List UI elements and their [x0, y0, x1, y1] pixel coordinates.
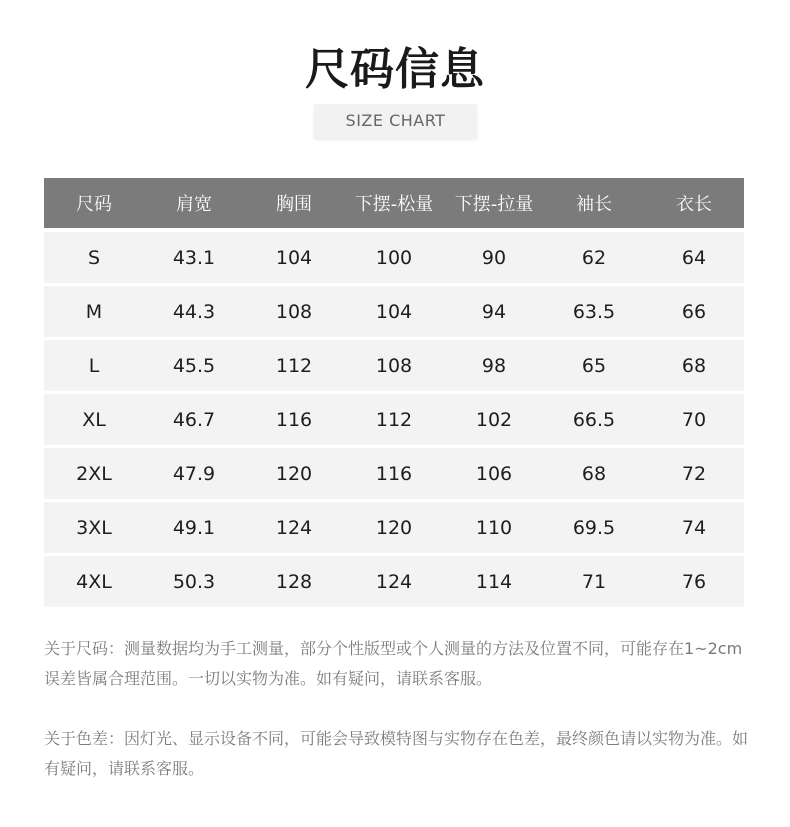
cell-shoulder-width: 44.3	[144, 283, 244, 337]
table-row	[44, 337, 744, 391]
cell-size: L	[44, 337, 144, 391]
cell-shoulder-width: 46.7	[144, 391, 244, 445]
cell-body-length: 74	[644, 499, 744, 553]
cell-sleeve-length: 69.5	[544, 499, 644, 553]
table-row	[44, 499, 744, 553]
header-size: 尺码	[44, 178, 144, 228]
size-chart-table	[44, 178, 744, 607]
table-row	[44, 445, 744, 499]
cell-body-length: 66	[644, 283, 744, 337]
table-header-row	[44, 178, 744, 228]
cell-body-length: 70	[644, 391, 744, 445]
cell-hem-relaxed: 108	[344, 337, 444, 391]
cell-hem-stretched: 98	[444, 337, 544, 391]
cell-hem-stretched: 94	[444, 283, 544, 337]
cell-size: M	[44, 283, 144, 337]
cell-hem-stretched: 90	[444, 228, 544, 283]
header-shoulder-width: 肩宽	[144, 178, 244, 228]
cell-hem-relaxed: 100	[344, 228, 444, 283]
cell-shoulder-width: 43.1	[144, 228, 244, 283]
cell-size: 2XL	[44, 445, 144, 499]
cell-chest: 104	[244, 228, 344, 283]
cell-chest: 120	[244, 445, 344, 499]
header-hem-relaxed: 下摆-松量	[344, 178, 444, 228]
cell-size: 4XL	[44, 553, 144, 607]
cell-shoulder-width: 47.9	[144, 445, 244, 499]
cell-sleeve-length: 66.5	[544, 391, 644, 445]
color-note: 关于色差：因灯光、显示设备不同，可能会导致模特图与实物存在色差，最终颜色请以实物为准。如有疑问，请联系客服。	[44, 729, 749, 778]
cell-sleeve-length: 68	[544, 445, 644, 499]
table-row	[44, 391, 744, 445]
cell-hem-relaxed: 112	[344, 391, 444, 445]
cell-sleeve-length: 62	[544, 228, 644, 283]
cell-chest: 128	[244, 553, 344, 607]
cell-hem-relaxed: 104	[344, 283, 444, 337]
cell-sleeve-length: 65	[544, 337, 644, 391]
table-row	[44, 228, 744, 283]
cell-hem-relaxed: 124	[344, 553, 444, 607]
cell-size: S	[44, 228, 144, 283]
cell-hem-relaxed: 116	[344, 445, 444, 499]
cell-body-length: 64	[644, 228, 744, 283]
cell-chest: 116	[244, 391, 344, 445]
table-row	[44, 553, 744, 607]
cell-chest: 112	[244, 337, 344, 391]
header-hem-stretched: 下摆-拉量	[444, 178, 544, 228]
cell-size: XL	[44, 391, 144, 445]
cell-body-length: 76	[644, 553, 744, 607]
size-chart-subtitle: SIZE CHART	[314, 104, 477, 138]
header-sleeve-length: 袖长	[544, 178, 644, 228]
size-note: 关于尺码：测量数据均为手工测量，部分个性版型或个人测量的方法及位置不同，可能存在1~2cm误差皆属合理范围。一切以实物为准。如有疑问，请联系客服。	[44, 639, 743, 688]
cell-sleeve-length: 63.5	[544, 283, 644, 337]
header-body-length: 衣长	[644, 178, 744, 228]
cell-shoulder-width: 45.5	[144, 337, 244, 391]
cell-chest: 124	[244, 499, 344, 553]
cell-hem-stretched: 102	[444, 391, 544, 445]
cell-hem-stretched: 114	[444, 553, 544, 607]
cell-hem-stretched: 106	[444, 445, 544, 499]
cell-chest: 108	[244, 283, 344, 337]
header-chest: 胸围	[244, 178, 344, 228]
cell-sleeve-length: 71	[544, 553, 644, 607]
cell-hem-relaxed: 120	[344, 499, 444, 553]
table-row	[44, 283, 744, 337]
page-title: 尺码信息	[305, 44, 485, 95]
cell-body-length: 72	[644, 445, 744, 499]
cell-body-length: 68	[644, 337, 744, 391]
cell-hem-stretched: 110	[444, 499, 544, 553]
cell-shoulder-width: 50.3	[144, 553, 244, 607]
cell-size: 3XL	[44, 499, 144, 553]
cell-shoulder-width: 49.1	[144, 499, 244, 553]
